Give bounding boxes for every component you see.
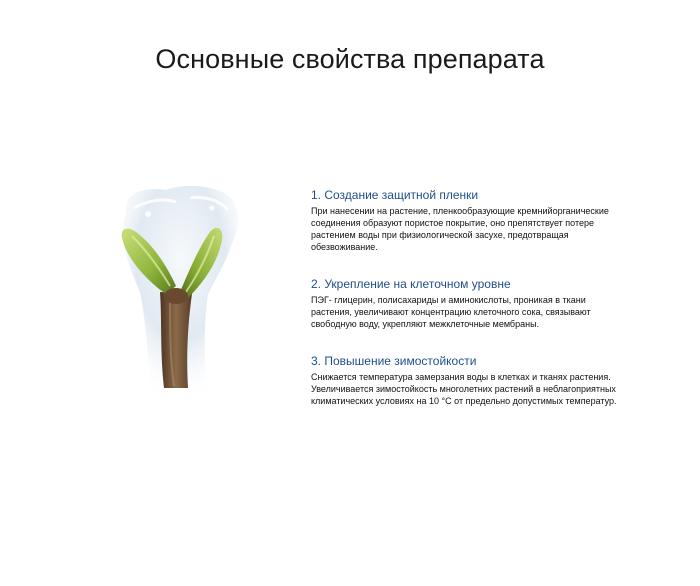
- section-protective-film: [311, 188, 661, 253]
- section-heading: 1. Создание защитной пленки: [311, 188, 479, 202]
- bud-icon: [104, 182, 254, 404]
- text-line: обезвоживание.: [311, 242, 378, 252]
- text-line: Увеличивается зимостойкость многолетних растений в неблагоприятных: [311, 384, 616, 394]
- section-heading: 3. Повышение зимостойкости: [311, 354, 477, 368]
- section-heading: 2. Укрепление на клеточном уровне: [311, 277, 511, 291]
- properties-list: [311, 188, 661, 431]
- text-line: свободную воду, укрепляют межклеточные мембраны.: [311, 319, 540, 329]
- section-winter-hardiness: [311, 354, 661, 407]
- text-line: ПЭГ- глицерин, полисахариды и аминокислоты, проникая в ткани: [311, 295, 586, 305]
- section-text: [311, 205, 661, 253]
- text-line: соединения образуют пористое покрытие, оно препятствует потере: [311, 218, 594, 228]
- section-cell-strengthening: [311, 277, 661, 330]
- text-line: растения, увеличивают концентрацию клеточного сока, связывают: [311, 307, 591, 317]
- text-line: Снижается температура замерзания воды в клетках и тканях растения.: [311, 372, 611, 382]
- text-line: При нанесении на растение, пленкообразующие кремнийорганические: [311, 206, 609, 216]
- text-line: растением воды при физиологической засухе, предотвращая: [311, 230, 569, 240]
- page-title: Основные свойства препарата: [155, 44, 545, 74]
- text-line: климатических условиях на 10 °С от предельно допустимых температур.: [311, 396, 617, 406]
- ice-covered-bud-illustration: [104, 182, 254, 404]
- section-text: [311, 294, 661, 330]
- section-text: [311, 371, 661, 407]
